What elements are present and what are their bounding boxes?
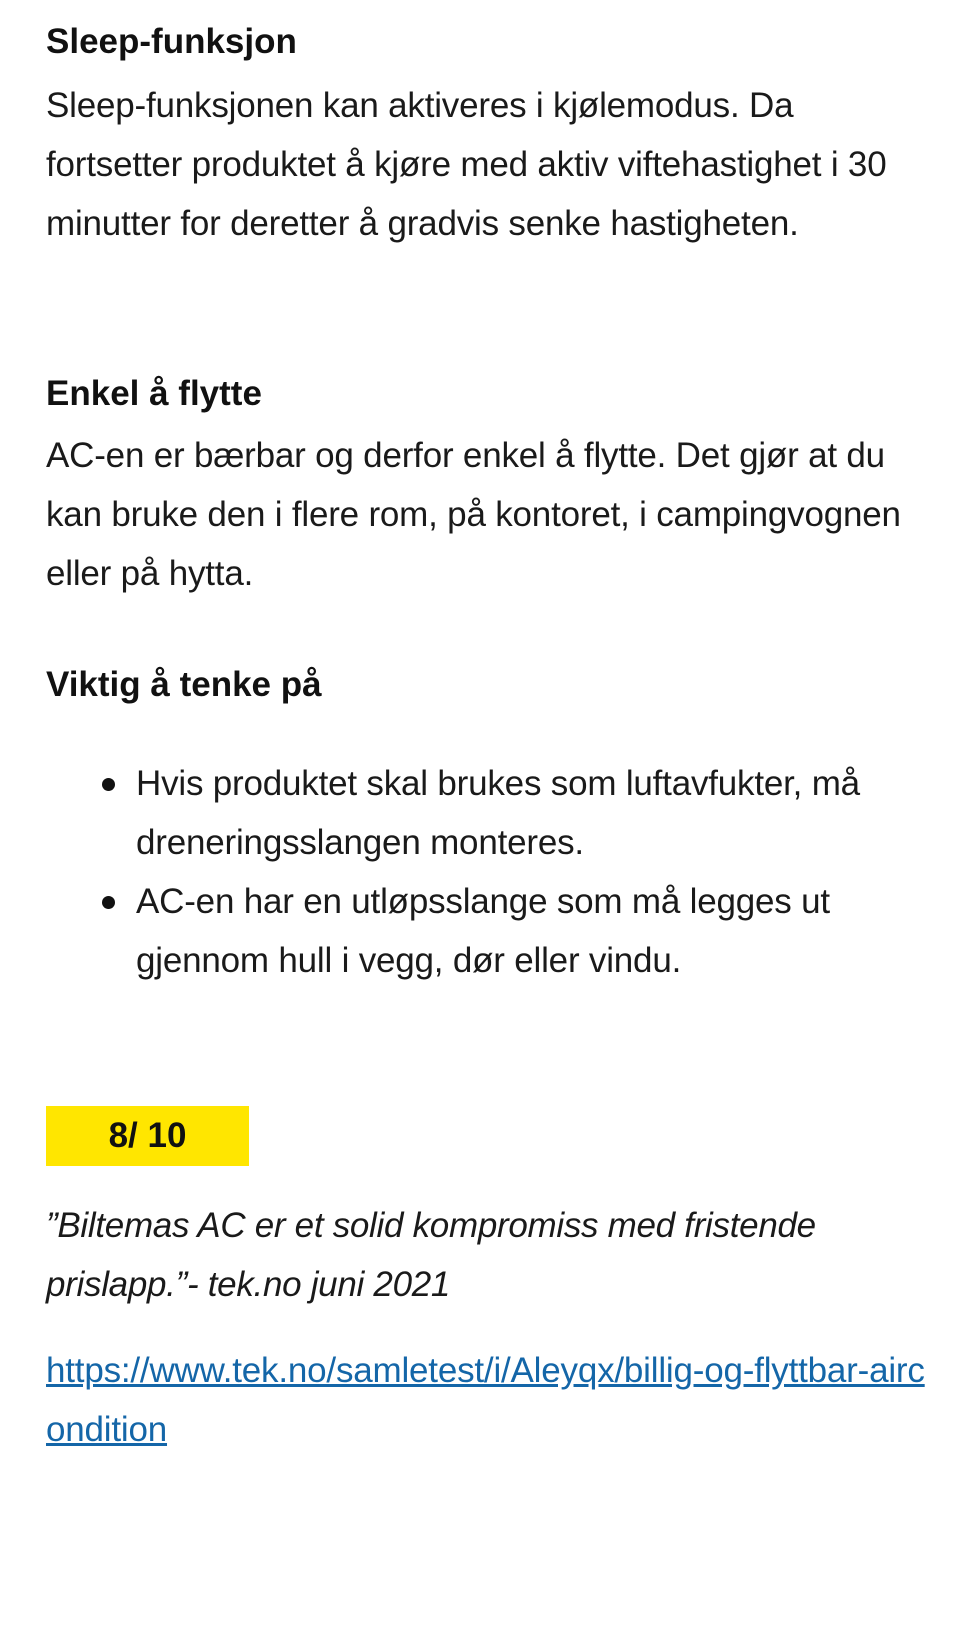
source-link[interactable]: https://www.tek.no/samletest/i/Aleyqx/billig-og-flyttbar-aircondition xyxy=(46,1351,925,1449)
bullet-icon xyxy=(102,896,115,909)
section-heading: Viktig å tenke på xyxy=(46,665,322,704)
bullet-icon xyxy=(102,778,115,791)
section-paragraph: AC-en er bærbar og derfor enkel å flytte. Det gjør at du kan bruke den i flere rom, på kontoret, i campingvognen eller på hytta. xyxy=(46,436,901,593)
list-item-text: AC-en har en utløpsslange som må legges ut gjennom hull i vegg, dør eller vindu. xyxy=(136,882,830,980)
list-item xyxy=(102,872,902,990)
review-quote: ”Biltemas AC er et solid kompromiss med fristende prislapp.”- tek.no juni 2021 xyxy=(46,1206,816,1304)
list-item-text: Hvis produktet skal brukes som luftavfukter, må dreneringsslangen monteres. xyxy=(136,764,860,862)
section-easy-to-move xyxy=(46,372,926,603)
rating-badge xyxy=(46,1106,249,1166)
list-item xyxy=(102,754,902,872)
rating-score: 8/ 10 xyxy=(108,1116,187,1155)
bullet-list xyxy=(102,754,902,990)
section-heading: Enkel å flytte xyxy=(46,374,262,413)
section-paragraph: Sleep-funksjonen kan aktiveres i kjølemodus. Da fortsetter produktet å kjøre med aktiv viftehastighet i 30 minutter for deretter å gradvis senke hastigheten. xyxy=(46,86,887,243)
section-heading: Sleep-funksjon xyxy=(46,22,297,61)
section-sleep-function xyxy=(46,20,926,253)
section-important-notes xyxy=(46,663,926,707)
